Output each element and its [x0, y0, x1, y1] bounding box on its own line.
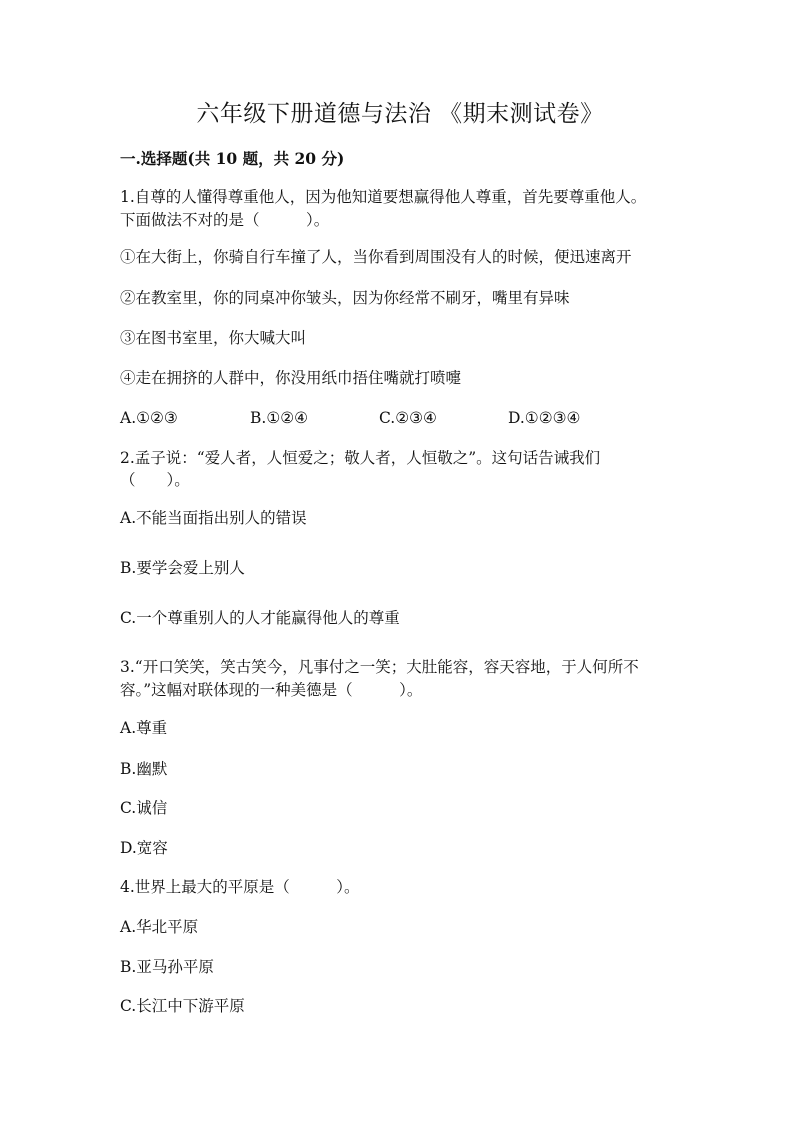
q2-stem-line2: （ ）。 — [120, 471, 190, 489]
q1-item-4: ④走在拥挤的人群中，你没用纸巾捂住嘴就打喷嚏 — [120, 369, 462, 387]
q3-option-a[interactable]: A.尊重 — [120, 719, 168, 737]
section-heading: 一.选择题(共 10 题，共 20 分) — [120, 149, 345, 168]
q2-option-a[interactable]: A.不能当面指出别人的错误 — [120, 509, 307, 527]
q2-stem-line1: 2.孟子说：“爱人者，人恒爱之；敬人者，人恒敬之”。这句话告诫我们 — [120, 449, 601, 467]
q2-option-c[interactable]: C.一个尊重别人的人才能赢得他人的尊重 — [120, 609, 400, 627]
q1-item-1: ①在大街上，你骑自行车撞了人，当你看到周围没有人的时候，便迅速离开 — [120, 248, 632, 266]
q1-item-2: ②在教室里，你的同桌冲你皱头，因为你经常不刷牙，嘴里有异味 — [120, 289, 570, 307]
q3-option-d[interactable]: D.宽容 — [120, 839, 168, 857]
q1-option-c[interactable]: C.②③④ — [379, 409, 437, 427]
q1-option-b[interactable]: B.①②④ — [250, 409, 309, 427]
q1-item-3: ③在图书室里，你大喊大叫 — [120, 329, 307, 347]
q4-option-b[interactable]: B.亚马孙平原 — [120, 958, 214, 976]
q1-option-a[interactable]: A.①②③ — [120, 409, 178, 427]
q3-stem-line1: 3.“开口笑笑，笑古笑今，凡事付之一笑；大肚能容，容天容地，于人何所不 — [120, 658, 639, 676]
q3-option-c[interactable]: C.诚信 — [120, 799, 168, 817]
page-title: 六年级下册道德与法治 《期末测试卷》 — [196, 101, 604, 127]
q3-stem-line2: 容。”这幅对联体现的一种美德是（ ）。 — [120, 681, 423, 699]
q2-option-b[interactable]: B.要学会爱上别人 — [120, 559, 245, 577]
q1-stem-line2: 下面做法不对的是（ ）。 — [120, 211, 330, 229]
q1-option-d[interactable]: D.①②③④ — [508, 409, 581, 427]
q3-option-b[interactable]: B.幽默 — [120, 760, 168, 778]
q4-option-a[interactable]: A.华北平原 — [120, 918, 199, 936]
q4-stem: 4.世界上最大的平原是（ ）。 — [120, 878, 360, 896]
q4-option-c[interactable]: C.长江中下游平原 — [120, 997, 245, 1015]
q1-stem-line1: 1.自尊的人懂得尊重他人，因为他知道要想赢得他人尊重，首先要尊重他人。 — [120, 188, 647, 206]
